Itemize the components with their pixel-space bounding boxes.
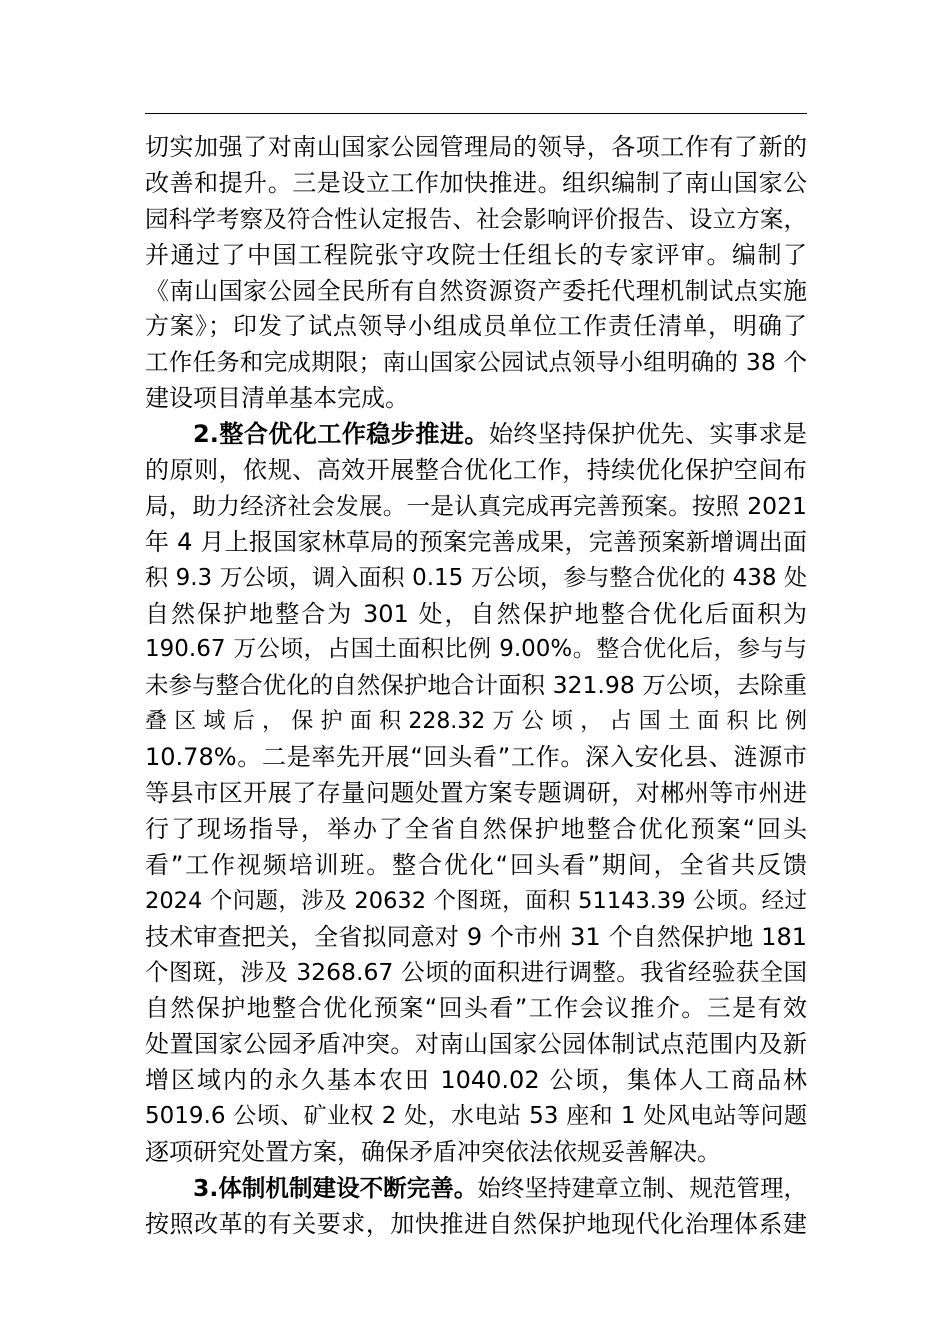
paragraph-1-line: 改善和提升。三是设立工作加快推进。组织编制了南山国家公: [145, 168, 807, 197]
paragraph-1-line: 工作任务和完成期限；南山国家公园试点领导小组明确的 38 个: [145, 348, 807, 377]
body-text: [145, 130, 807, 1243]
paragraph-2-line: 处置国家公园矛盾冲突。对南山国家公园体制试点范围内及新: [145, 1030, 807, 1059]
paragraph-3-first-text: 始终坚持建章立制、规范管理，: [477, 1173, 807, 1202]
paragraph-2-line: 自然保护地整合为 301 处，自然保护地整合优化后面积为: [145, 599, 807, 628]
paragraph-1-line: 建设项目清单基本完成。: [145, 384, 409, 413]
paragraph-2-line: 10.78%。二是率先开展“回头看”工作。深入安化县、涟源市: [145, 743, 807, 772]
paragraph-2-first-line: [145, 417, 807, 453]
paragraph-2-line: 看”工作视频培训班。整合优化“回头看”期间，全省共反馈: [145, 850, 807, 879]
paragraph-3-line: 按照改革的有关要求，加快推进自然保护地现代化治理体系建: [145, 1209, 807, 1238]
paragraph-1-line: 园科学考察及符合性认定报告、社会影响评价报告、设立方案，: [145, 204, 807, 233]
paragraph-3-heading: 3.体制机制建设不断完善。: [193, 1173, 478, 1202]
paragraph-2-line: 行了现场指导，举办了全省自然保护地整合优化预案“回头: [145, 814, 807, 843]
paragraph-2-line: 190.67 万公顷，占国土面积比例 9.00%。整合优化后，参与与: [145, 636, 807, 663]
paragraph-2-line: 积 9.3 万公顷，调入面积 0.15 万公顷，参与整合优化的 438 处: [145, 564, 807, 591]
paragraph-2-line: 等县市区开展了存量问题处置方案专题调研，对郴州等市州进: [145, 779, 807, 808]
paragraph-2-heading: 2.整合优化工作稳步推进。: [193, 420, 489, 449]
paragraph-2-line: 年 4 月上报国家林草局的预案完善成果，完善预案新增调出面: [145, 527, 807, 556]
paragraph-1-line: 切实加强了对南山国家公园管理局的领导，各项工作有了新的: [145, 133, 807, 161]
paragraph-2-line: 个图斑，涉及 3268.67 公顷的面积进行调整。我省经验获全国: [145, 958, 807, 987]
paragraph-2-line: 逐项研究处置方案，确保矛盾冲突依法依规妥善解决。: [145, 1137, 721, 1166]
paragraph-2-line: 5019.6 公顷、矿业权 2 处，水电站 53 座和 1 处风电站等问题: [145, 1103, 807, 1130]
paragraph-2-line: 技术审查把关，全省拟同意对 9 个市州 31 个自然保护地 181: [145, 922, 807, 951]
paragraph-2-line: 自然保护地整合优化预案“回头看”工作会议推介。三是有效: [145, 994, 807, 1023]
paragraph-2-line: 2024 个问题，涉及 20632 个图斑，面积 51143.39 公顷。经过: [145, 887, 807, 914]
header-rule: [145, 113, 807, 114]
paragraph-1-line: 并通过了中国工程院张守攻院士任组长的专家评审。编制了: [145, 240, 807, 269]
paragraph-2-line: 局，助力经济社会发展。一是认真完成再完善预案。按照 2021: [145, 491, 807, 520]
paragraph-3-first-line: [145, 1171, 807, 1207]
paragraph-2-line: 的原则，依规、高效开展整合优化工作，持续优化保护空间布: [145, 456, 807, 485]
paragraph-1-line: 方案》；印发了试点领导小组成员单位工作责任清单，明确了: [145, 312, 807, 341]
paragraph-2-first-text: 始终坚持保护优先、实事求是: [488, 420, 807, 449]
paragraph-1-line: 《南山国家公园全民所有自然资源资产委托代理机制试点实施: [145, 276, 807, 305]
paragraph-2-line: 增区域内的永久基本农田 1040.02 公顷，集体人工商品林: [145, 1066, 807, 1095]
paragraph-2-line: 叠 区 域 后 ， 保 护 面 积 228.32 万 公 顷 ， 占 国 土 面 积 比 例: [145, 709, 807, 735]
paragraph-2-line: 未参与整合优化的自然保护地合计面积 321.98 万公顷，去除重: [145, 671, 807, 700]
